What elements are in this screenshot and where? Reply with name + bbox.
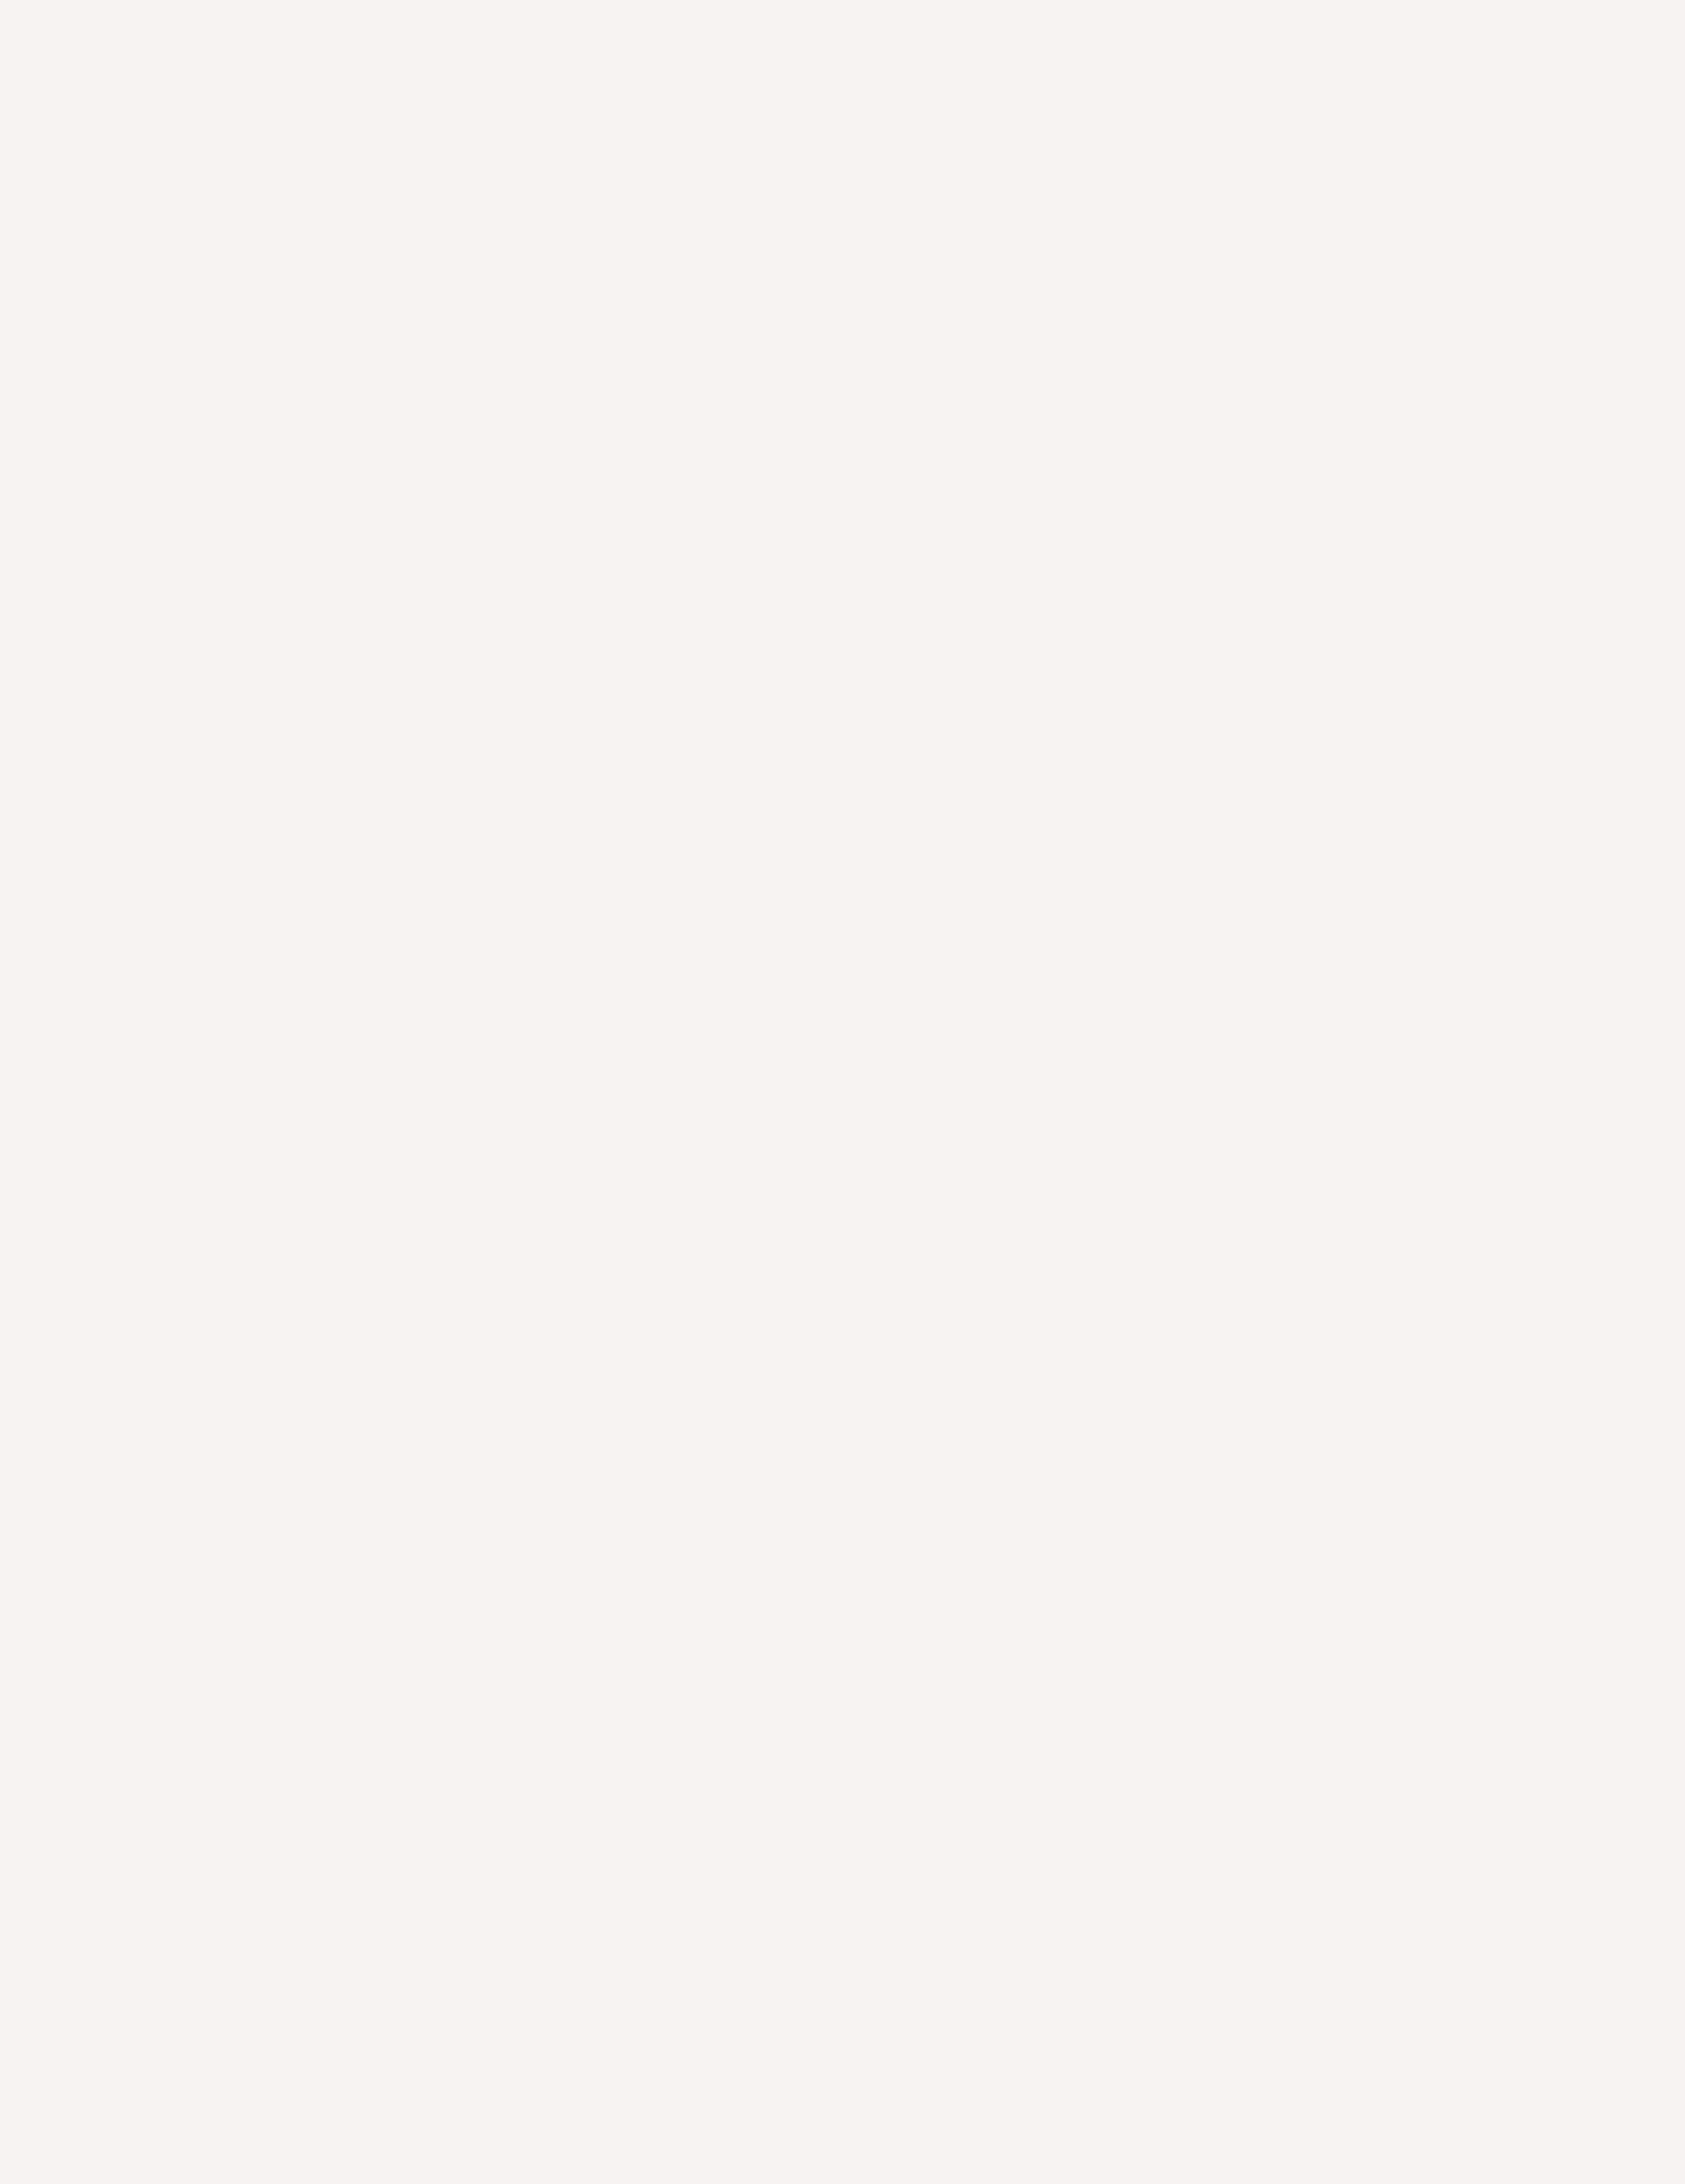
page-content	[142, 171, 1550, 183]
